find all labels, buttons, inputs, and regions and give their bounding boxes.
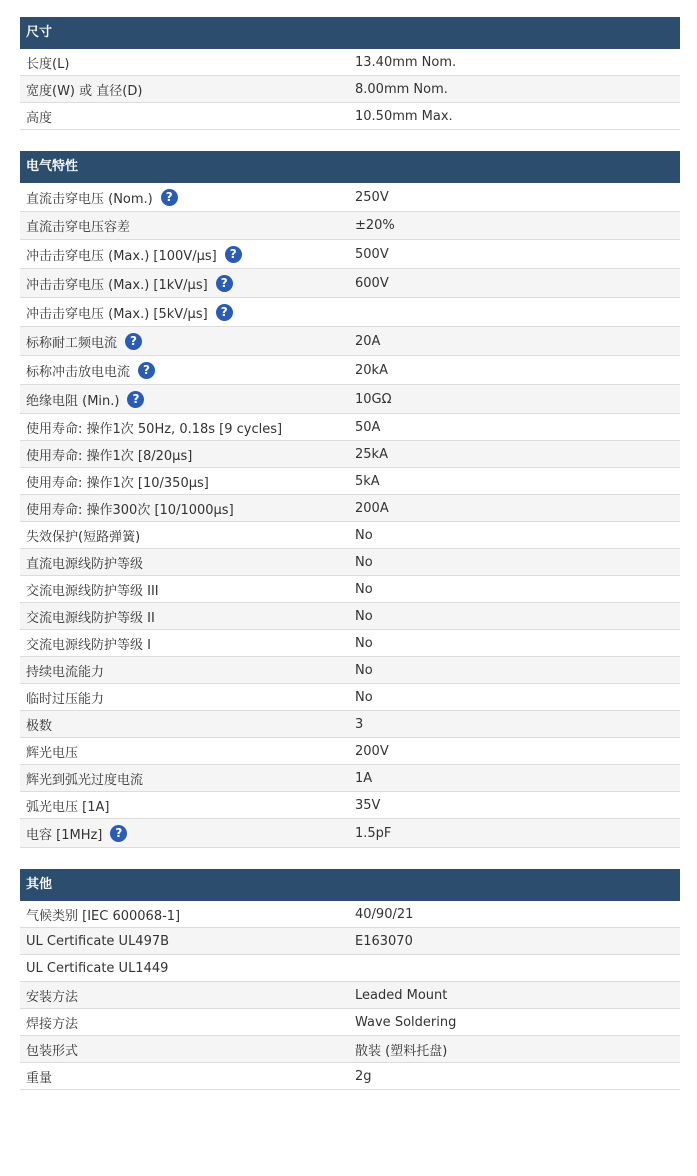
spec-value: 1A (355, 770, 373, 786)
spec-label-cell (20, 796, 349, 815)
question-icon[interactable]: ? (138, 362, 155, 379)
spec-value: 20kA (355, 362, 388, 378)
spec-section-electrical (20, 151, 680, 848)
spec-row (20, 356, 680, 385)
spec-value: 13.40mm Nom. (355, 54, 457, 70)
spec-label-cell (20, 824, 349, 843)
spec-label-cell (20, 445, 349, 464)
spec-label: 失效保护(短路弹簧) (26, 529, 141, 545)
spec-value: 200A (355, 500, 389, 516)
spec-label: 冲击击穿电压 (Max.) [5kV/μs] (26, 306, 208, 322)
spec-label: 弧光电压 [1A] (26, 799, 110, 815)
spec-row (20, 414, 680, 441)
spec-label-cell (20, 742, 349, 761)
spec-row (20, 298, 680, 327)
spec-label: 交流电源线防护等级 II (26, 610, 155, 626)
spec-label: 安装方法 (26, 989, 79, 1005)
spec-section-dimensions (20, 17, 680, 130)
section-header: 尺寸 (20, 17, 680, 49)
spec-value: 5kA (355, 473, 380, 489)
spec-label-cell (20, 80, 349, 99)
section-header: 其他 (20, 869, 680, 901)
spec-value: 25kA (355, 446, 388, 462)
spec-label-cell (20, 303, 349, 322)
spec-row (20, 576, 680, 603)
spec-value: No (355, 608, 373, 624)
spec-row (20, 711, 680, 738)
spec-row (20, 928, 680, 955)
spec-row (20, 955, 680, 982)
question-icon[interactable]: ? (125, 333, 142, 350)
spec-label-cell (20, 526, 349, 545)
spec-label: 使用寿命: 操作1次 [8/20μs] (26, 448, 193, 464)
spec-label-cell (20, 1013, 349, 1032)
spec-value: ±20% (355, 218, 395, 233)
spec-value: No (355, 635, 373, 651)
spec-label-cell (20, 361, 349, 380)
spec-row (20, 792, 680, 819)
spec-row (20, 1036, 680, 1063)
spec-label: 持续电流能力 (26, 664, 105, 680)
spec-label-cell (20, 688, 349, 707)
spec-row (20, 76, 680, 103)
spec-label: 交流电源线防护等级 III (26, 583, 159, 599)
spec-row (20, 495, 680, 522)
spec-label: 焊接方法 (26, 1016, 79, 1032)
spec-label-cell (20, 553, 349, 572)
spec-row (20, 240, 680, 269)
spec-label-cell (20, 934, 349, 949)
question-icon[interactable]: ? (127, 391, 144, 408)
spec-label-cell (20, 216, 349, 235)
spec-value: 2g (355, 1068, 372, 1084)
question-icon[interactable]: ? (216, 304, 233, 321)
spec-label: 绝缘电阻 (Min.) (26, 393, 120, 409)
spec-row (20, 212, 680, 240)
spec-row (20, 819, 680, 848)
spec-row (20, 684, 680, 711)
spec-label: 标称冲击放电电流 (26, 364, 131, 380)
spec-row (20, 901, 680, 928)
spec-label: 直流击穿电压容差 (26, 220, 131, 235)
spec-label-cell (20, 905, 349, 924)
spec-label-cell (20, 1040, 349, 1059)
spec-value: 8.00mm Nom. (355, 81, 448, 97)
spec-value: 600V (355, 275, 389, 291)
spec-label: 冲击击穿电压 (Max.) [1kV/μs] (26, 277, 208, 293)
spec-label-cell (20, 634, 349, 653)
question-icon[interactable]: ? (225, 246, 242, 263)
spec-row (20, 441, 680, 468)
spec-label: 极数 (26, 718, 53, 734)
spec-label-cell (20, 472, 349, 491)
spec-label: 临时过压能力 (26, 691, 105, 707)
spec-value: 散装 (塑料托盘) (355, 1043, 448, 1059)
spec-value: No (355, 581, 373, 597)
spec-label: UL Certificate UL1449 (26, 960, 169, 976)
spec-row (20, 982, 680, 1009)
spec-value: 250V (355, 189, 389, 205)
section-header: 电气特性 (20, 151, 680, 183)
spec-value: 500V (355, 246, 389, 262)
spec-label-cell (20, 390, 349, 409)
spec-section-other (20, 869, 680, 1090)
spec-value: 50A (355, 419, 381, 435)
spec-value: 10GΩ (355, 391, 392, 407)
question-icon[interactable]: ? (110, 825, 127, 842)
spec-label-cell (20, 580, 349, 599)
spec-row (20, 765, 680, 792)
spec-label-cell (20, 769, 349, 788)
question-icon[interactable]: ? (161, 189, 178, 206)
spec-value: 40/90/21 (355, 906, 414, 922)
spec-label: 直流击穿电压 (Nom.) (26, 191, 153, 207)
spec-row (20, 1009, 680, 1036)
spec-row (20, 630, 680, 657)
spec-value: 35V (355, 797, 381, 813)
spec-label: 辉光电压 (26, 745, 79, 761)
spec-row (20, 657, 680, 684)
spec-row (20, 1063, 680, 1090)
spec-label-cell (20, 332, 349, 351)
spec-label: 使用寿命: 操作300次 [10/1000μs] (26, 502, 234, 518)
spec-label-cell (20, 961, 349, 976)
spec-row (20, 549, 680, 576)
spec-label-cell (20, 107, 349, 126)
spec-label: 直流电源线防护等级 (26, 556, 144, 572)
question-icon[interactable]: ? (216, 275, 233, 292)
spec-label: 冲击击穿电压 (Max.) [100V/μs] (26, 248, 217, 264)
spec-label: 气候类别 [IEC 600068-1] (26, 908, 181, 924)
spec-value: 3 (355, 716, 364, 732)
spec-label: 标称耐工频电流 (26, 335, 118, 351)
spec-label: 高度 (26, 110, 53, 126)
spec-label-cell (20, 661, 349, 680)
spec-label-cell (20, 1067, 349, 1086)
spec-value: No (355, 554, 373, 570)
spec-label: 使用寿命: 操作1次 [10/350μs] (26, 475, 209, 491)
spec-row (20, 468, 680, 495)
spec-label-cell (20, 715, 349, 734)
spec-value: 200V (355, 743, 389, 759)
spec-label: 长度(L) (26, 56, 70, 72)
spec-label: UL Certificate UL497B (26, 933, 170, 949)
spec-label-cell (20, 274, 349, 293)
spec-value: No (355, 662, 373, 678)
spec-label: 辉光到弧光过度电流 (26, 772, 144, 788)
spec-label: 使用寿命: 操作1次 50Hz, 0.18s [9 cycles] (26, 421, 283, 437)
spec-row (20, 183, 680, 212)
spec-row (20, 603, 680, 630)
spec-value: No (355, 527, 373, 543)
spec-label-cell (20, 418, 349, 437)
spec-label-cell (20, 53, 349, 72)
spec-label-cell (20, 188, 349, 207)
spec-row (20, 738, 680, 765)
spec-row (20, 522, 680, 549)
spec-label-cell (20, 607, 349, 626)
spec-label: 交流电源线防护等级 I (26, 637, 151, 653)
spec-row (20, 327, 680, 356)
spec-row (20, 385, 680, 414)
spec-value: Wave Soldering (355, 1014, 457, 1030)
spec-label-cell (20, 245, 349, 264)
spec-row (20, 49, 680, 76)
spec-label: 重量 (26, 1070, 53, 1086)
spec-label-cell (20, 986, 349, 1005)
spec-label-cell (20, 499, 349, 518)
spec-label: 包装形式 (26, 1043, 79, 1059)
spec-value: No (355, 689, 373, 705)
spec-label: 电容 [1MHz] (26, 827, 103, 843)
spec-value: 1.5pF (355, 825, 392, 841)
spec-value: E163070 (355, 933, 413, 949)
spec-value: 10.50mm Max. (355, 108, 453, 124)
spec-row (20, 103, 680, 130)
spec-row (20, 269, 680, 298)
spec-value: 20A (355, 333, 381, 349)
spec-label: 宽度(W) 或 直径(D) (26, 83, 143, 99)
spec-value: Leaded Mount (355, 987, 448, 1003)
